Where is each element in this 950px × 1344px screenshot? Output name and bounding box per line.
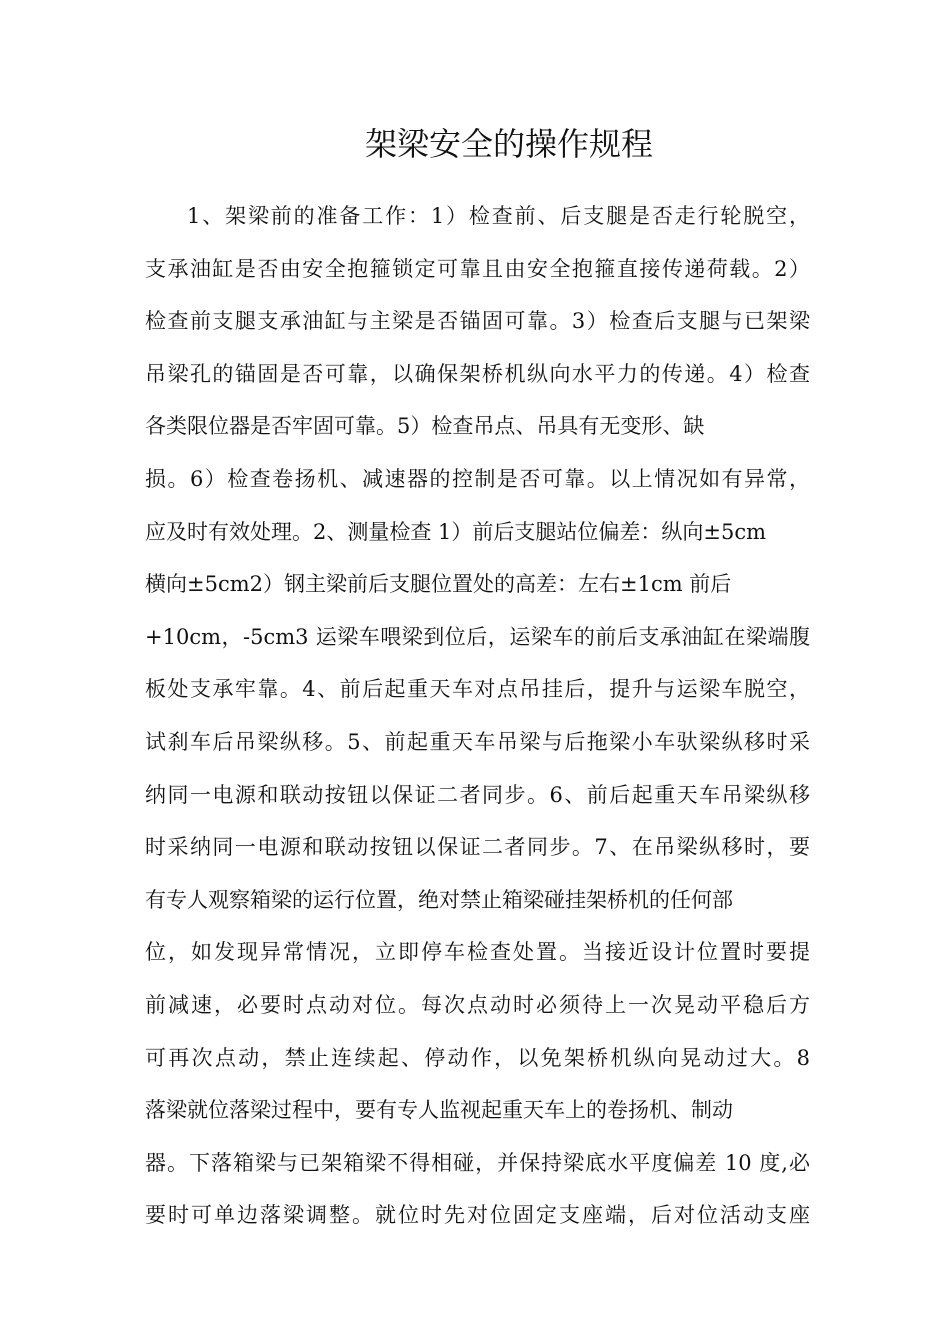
paragraph-line: 应及时有效处理。2、测量检查 1）前后支腿站位偏差：纵向±5cm: [145, 519, 767, 544]
paragraph-line: 试刹车后吊梁纵移。5、前起重天车吊梁与后拖梁小车驮梁纵移时采: [145, 729, 810, 754]
paragraph-line: 要时可单边落梁调整。就位时先对位固定支座端，后对位活动支座: [145, 1203, 810, 1228]
paragraph-line: 板处支承牢靠。4、前后起重天车对点吊挂后，提升与运梁车脱空，: [145, 677, 810, 702]
paragraph-line: 支承油缸是否由安全抱箍锁定可靠且由安全抱箍直接传递荷载。2）: [145, 256, 810, 281]
paragraph-line: +10cm，-5cm3 运梁车喂梁到位后，运梁车的前后支承油缸在梁端腹: [145, 624, 810, 649]
paragraph-line: 前减速，必要时点动对位。每次点动时必须待上一次晃动平稳后方: [145, 992, 810, 1017]
paragraph-line: 检查前支腿支承油缸与主梁是否锚固可靠。3）检查后支腿与已架梁: [145, 309, 810, 334]
paragraph-line: 位，如发现异常情况，立即停车检查处置。当接近设计位置时要提: [145, 940, 810, 965]
paragraph-line: 横向±5cm2）钢主梁前后支腿位置处的高差：左右±1cm 前后: [145, 572, 732, 597]
paragraph-line: 1、架梁前的准备工作：1）检查前、后支腿是否走行轮脱空，: [187, 204, 810, 228]
paragraph-line: 可再次点动，禁止连续起、停动作，以免架桥机纵向晃动过大。8: [145, 1045, 810, 1070]
document-body: [145, 197, 810, 1249]
paragraph-line: 落梁就位落梁过程中，要有专人监视起重天车上的卷扬机、制动: [145, 1098, 733, 1123]
paragraph-line: 吊梁孔的锚固是否可靠，以确保架桥机纵向水平力的传递。4）检查: [145, 361, 810, 386]
document-title: 架梁安全的操作规程: [364, 125, 653, 163]
paragraph-line: 损。6）检查卷扬机、减速器的控制是否可靠。以上情况如有异常，: [145, 466, 810, 491]
paragraph-line: 纳同一电源和联动按钮以保证二者同步。6、前后起重天车吊梁纵移: [145, 782, 810, 807]
paragraph-line: 有专人观察箱梁的运行位置，绝对禁止箱梁碰挂架桥机的任何部: [145, 887, 733, 912]
paragraph-line: 时采纳同一电源和联动按钮以保证二者同步。7、在吊梁纵移时，要: [145, 835, 810, 860]
paragraph-line: 器。下落箱梁与已架箱梁不得相碰，并保持梁底水平度偏差 10 度,必: [145, 1150, 810, 1175]
paragraph-line: 各类限位器是否牢固可靠。5）检查吊点、吊具有无变形、缺: [145, 414, 705, 439]
